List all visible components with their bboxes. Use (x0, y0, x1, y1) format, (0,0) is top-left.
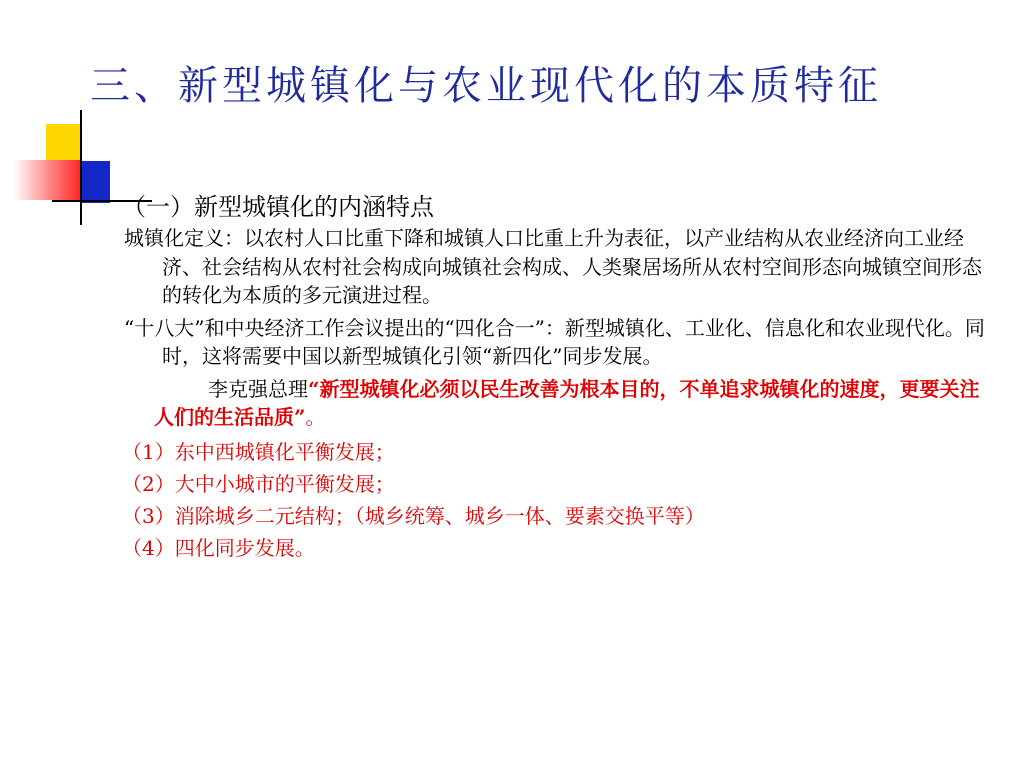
list-item: （4）四化同步发展。 (122, 535, 315, 560)
conference-paragraph: “十八大”和中央经济工作会议提出的“四化合一”：新型城镇化、工业化、信息化和农业现代化。同时，这将需要中国以新型城镇化引领“新四化”同步发展。 (124, 315, 985, 368)
vertical-rule-decoration (80, 110, 82, 225)
list-item: （2）大中小城市的平衡发展； (122, 471, 395, 496)
slide-body (110, 190, 990, 564)
list-item: （1）东中西城镇化平衡发展； (122, 439, 395, 464)
section-subheading: （一）新型城镇化的内涵特点 (122, 193, 434, 221)
yellow-square-decoration (46, 124, 82, 160)
quote-end-punctuation: 。 (305, 405, 326, 429)
quote-text: “新型城镇化必须以民生改善为根本目的，不单追求城镇化的速度，更要关注人们的生活品质” (154, 376, 980, 429)
quote-speaker: 李克强总理 (208, 376, 308, 401)
premier-quote-paragraph (110, 375, 990, 432)
list-item: （3）消除城乡二元结构；（城乡统筹、城乡一体、要素交换平等） (122, 503, 705, 528)
blue-square-decoration (80, 161, 110, 203)
slide-title: 三、新型城镇化与农业现代化的本质特征 (90, 63, 882, 109)
definition-paragraph: 城镇化定义：以农村人口比重下降和城镇人口比重上升为表征，以产业结构从农业经济向工业经济、社会结构从农村社会构成向城镇社会构成、人类聚居场所从农村空间形态向城镇空间形态的转化为本质的多元演进过程。 (124, 226, 982, 307)
red-gradient-decoration (14, 160, 82, 200)
